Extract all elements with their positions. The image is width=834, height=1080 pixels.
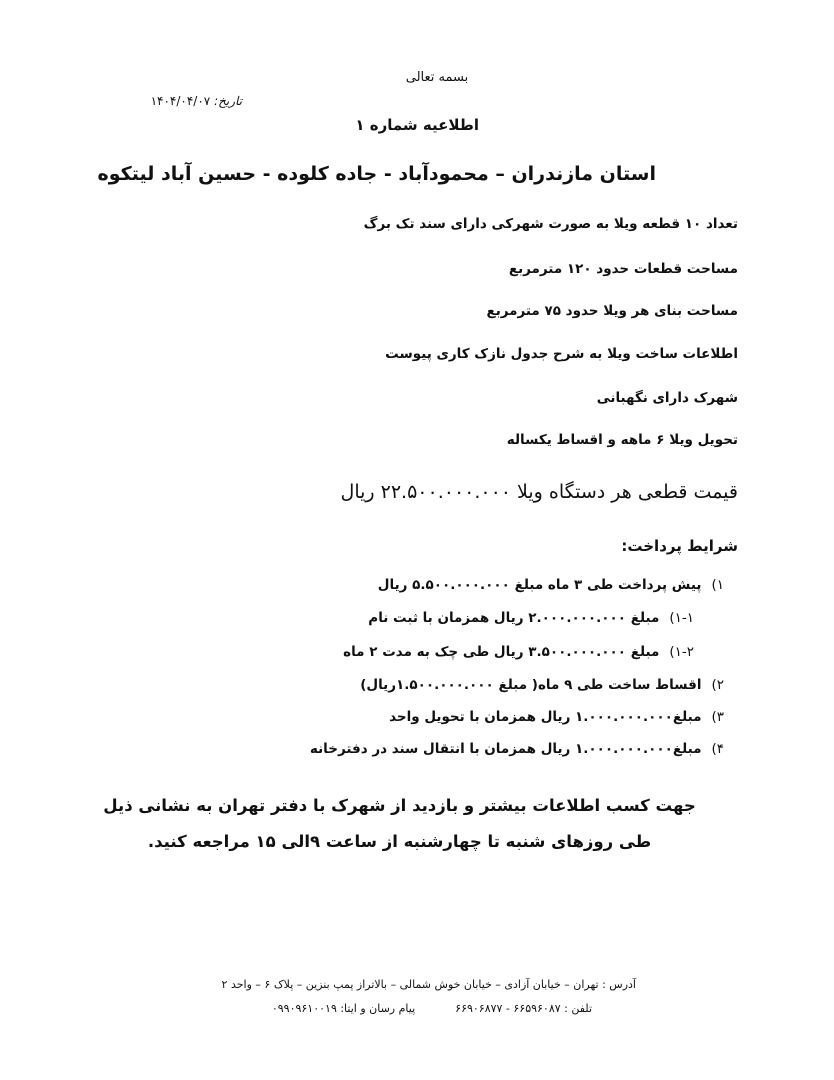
payment-term	[378, 577, 724, 593]
payment-term	[368, 610, 694, 626]
phone-numbers: ۶۶۵۹۶۰۸۷ - ۶۶۹۰۶۸۷۷	[455, 1002, 561, 1015]
payment-terms-title: شرایط پرداخت:	[621, 537, 738, 555]
payment-term	[343, 644, 694, 660]
phone-label: تلفن :	[564, 1002, 592, 1015]
payment-term	[360, 677, 724, 693]
term-number: ۲)	[711, 677, 724, 693]
payment-term	[310, 741, 724, 757]
term-number: ۱-۱)	[669, 610, 694, 626]
date-line	[151, 94, 242, 108]
price-line: قیمت قطعی هر دستگاه ویلا ۲۲.۵۰۰.۰۰۰.۰۰۰ ریال	[340, 481, 738, 503]
term-text: اقساط ساخت طی ۹ ماه( مبلغ ۱.۵۰۰.۰۰۰.۰۰۰ریال)	[360, 677, 702, 693]
date-value: ۱۴۰۴/۰۴/۰۷	[150, 94, 211, 108]
payment-term	[389, 709, 724, 725]
term-text: مبلغ ۳.۵۰۰.۰۰۰.۰۰۰ ریال طی چک به مدت ۲ ماه	[343, 644, 660, 660]
messenger-number: پیام رسان و ایتا: ۰۹۹۰۹۶۱۰۰۱۹	[271, 1002, 416, 1015]
footer-contact	[272, 1002, 592, 1015]
feature-item: اطلاعات ساخت ویلا به شرح جدول نازک کاری پیوست	[385, 346, 738, 362]
headline: استان مازندران – محمودآباد - جاده کلوده - حسین آباد لیتکوه	[97, 163, 656, 185]
term-text: مبلغ۱.۰۰۰.۰۰۰.۰۰۰ ریال همزمان با تحویل واحد	[389, 709, 702, 725]
feature-item: مساحت قطعات حدود ۱۲۰ مترمربع	[508, 261, 738, 277]
feature-item: شهرک دارای نگهبانی	[596, 390, 738, 406]
feature-item: تعداد ۱۰ قطعه ویلا به صورت شهرکی دارای سند تک برگ	[363, 216, 738, 232]
date-label: تاریخ:	[214, 94, 242, 108]
term-number: ۱-۲)	[669, 644, 694, 660]
contact-note: جهت کسب اطلاعات بیشتر و بازدید از شهرک با دفتر تهران به نشانی ذیل طی روزهای شنبه تا چهارشنبه از ساعت ۹الی ۱۵ مراجعه کنید.	[103, 796, 696, 851]
term-number: ۳)	[711, 709, 724, 725]
footer-address: آدرس : تهران – خیابان آزادی – خیابان خوش شمالی – بالاتراز پمپ بنزین – پلاک ۶ – واحد ۲	[221, 978, 636, 991]
term-text: مبلغ۱.۰۰۰.۰۰۰.۰۰۰ ریال همزمان با انتقال سند در دفترخانه	[309, 741, 702, 757]
term-text: پیش پرداخت طی ۳ ماه مبلغ ۵.۵۰۰.۰۰۰.۰۰۰ ریال	[377, 577, 702, 593]
term-number: ۴)	[711, 741, 724, 757]
feature-item: مساحت بنای هر ویلا حدود ۷۵ مترمربع	[486, 303, 738, 319]
term-number: ۱)	[711, 577, 724, 593]
blessing-text: بسمه تعالی	[405, 70, 469, 85]
notice-number: اطلاعیه شماره ۱	[355, 116, 479, 134]
term-text: مبلغ ۲.۰۰۰.۰۰۰.۰۰۰ ریال همزمان با ثبت نام	[368, 610, 660, 626]
feature-item: تحویل ویلا ۶ ماهه و اقساط یکساله	[506, 432, 738, 448]
